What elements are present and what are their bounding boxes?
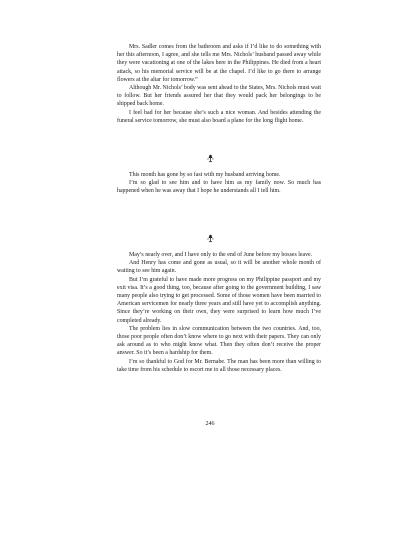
page-number: 246: [205, 421, 215, 427]
paragraph: I feel bad for her because she’s such a nice woman. And besides attending the funeral service tomorrow, she must also board a plane for the long flight home.: [117, 109, 321, 124]
text-section-2: [117, 171, 321, 196]
paragraph: May’s nearly over, and I have only to the end of June before my bosses leave.: [129, 252, 313, 258]
paragraph: I’m so glad to see him and to have him as my family now. So much has happened when he was away that I hope he understands all I tell him.: [117, 180, 321, 195]
fleuron-icon: [204, 230, 216, 240]
paragraph: This month has gone by so fast with my husband arriving home.: [129, 172, 281, 178]
paragraph: And Henry has come and gone as usual, so it will be another whole month of waiting to see him again.: [117, 260, 321, 275]
paragraph: Mrs. Sadler comes from the bathroom and asks if I’d like to do something with her this afternoon, I agree, and she tells me Mrs. Nichols’ husband passed away while they were vacationing at one of the lakes here in the Philippines. He died from a heart attack, so his memorial service will be at the chapel. I’d like to go there to arrange flowers at the altar for tomorrow.”: [117, 44, 321, 83]
text-section-3: [117, 251, 321, 374]
text-section-1: [117, 43, 321, 125]
paragraph: I’m so thankful to God for Mr. Bernabe. The man has been more than willing to take time from his schedule to escort me to all those necessary places.: [117, 358, 321, 373]
paragraph: Although Mr. Nichols’ body was sent ahead to the States, Mrs. Nichols must wait to follow. But her friends assured her that they would pack her belongings to be shipped back home.: [117, 85, 321, 108]
fleuron-icon: [204, 150, 216, 160]
paragraph: But I’m grateful to have made more progress on my Philippine passport and my exit visa. It’s a good thing, too, because after going to the government building, I saw many people also trying to get processed. Some of those women have been married to American servicemen for nearly three years and still have yet to accomplish anything. Since they’re working on their own, they were surprised to learn how much I’ve completed already.: [117, 276, 321, 324]
paragraph: The problem lies in slow communication between the two countries. And, too, those poor people often don’t know where to go next with their papers. They can only ask around as to who might know what. Then they often don’t receive the proper answer. So it’s been a hardship for them.: [117, 325, 321, 357]
